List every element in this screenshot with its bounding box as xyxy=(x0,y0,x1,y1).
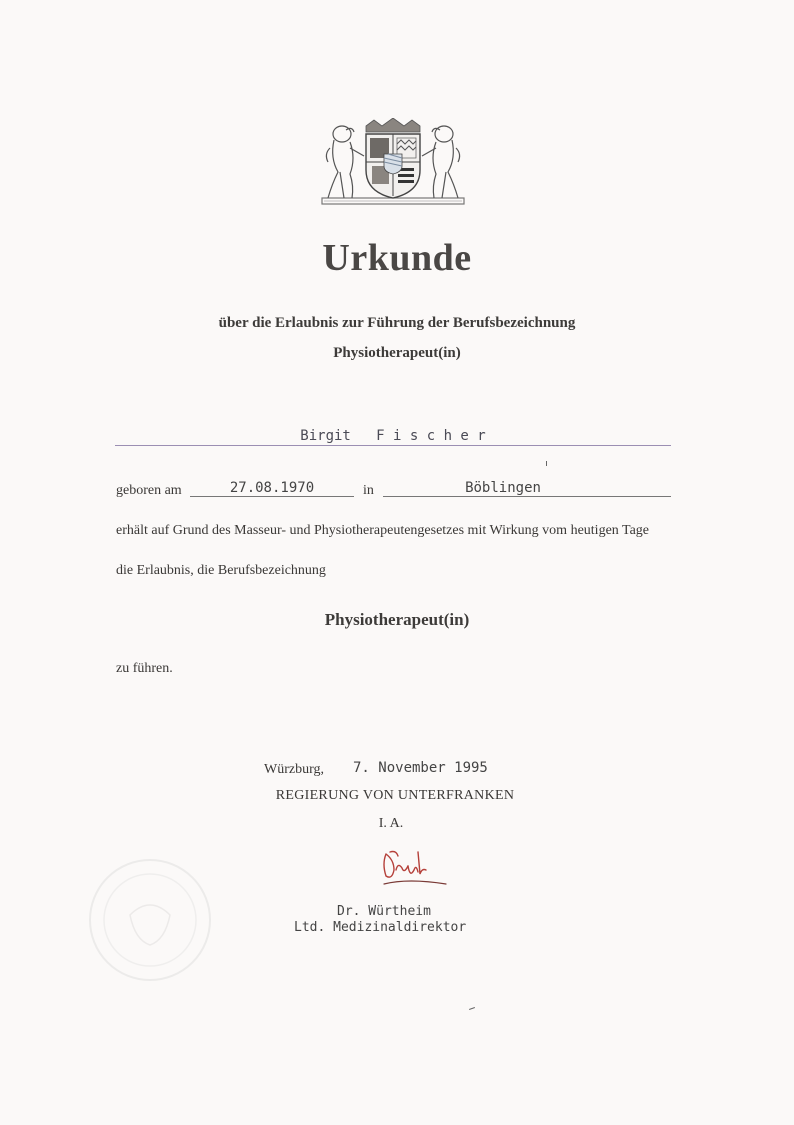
coat-of-arms-icon xyxy=(320,118,466,208)
embossed-seal-icon xyxy=(85,855,215,985)
body-text-line-3: zu führen. xyxy=(116,661,173,676)
holder-name: Birgit F i s c h e r xyxy=(300,428,486,444)
signer-name: Dr. Würtheim xyxy=(337,904,431,919)
body-text-line-2: die Erlaubnis, die Berufsbezeichnung xyxy=(116,563,326,578)
document-subtitle: über die Erlaubnis zur Führung der Berufsbezeichnung xyxy=(218,315,576,331)
born-label: geboren am xyxy=(116,483,182,498)
profession-heading: Physiotherapeut(in) xyxy=(333,345,461,361)
birth-place: Böblingen xyxy=(465,480,541,496)
name-underline xyxy=(115,445,671,446)
in-label: in xyxy=(363,483,374,498)
signer-title: Ltd. Medizinaldirektor xyxy=(294,920,467,935)
on-behalf-label: I. A. xyxy=(378,816,404,831)
signature-icon xyxy=(378,848,450,894)
body-text-line-1: erhält auf Grund des Masseur- und Physiotherapeutengesetzes mit Wirkung vom heutigen Tage xyxy=(116,523,650,538)
issue-city: Würzburg, xyxy=(264,762,324,777)
document-title: Urkunde xyxy=(322,237,472,279)
birth-place-underline xyxy=(383,496,671,497)
issuing-authority: REGIERUNG VON UNTERFRANKEN xyxy=(275,788,515,803)
birth-date-underline xyxy=(190,496,354,497)
ink-speck xyxy=(469,1007,475,1010)
profession-title: Physiotherapeut(in) xyxy=(324,610,470,629)
ink-speck xyxy=(546,461,547,466)
issue-date: 7. November 1995 xyxy=(353,760,488,776)
birth-date: 27.08.1970 xyxy=(229,480,315,496)
